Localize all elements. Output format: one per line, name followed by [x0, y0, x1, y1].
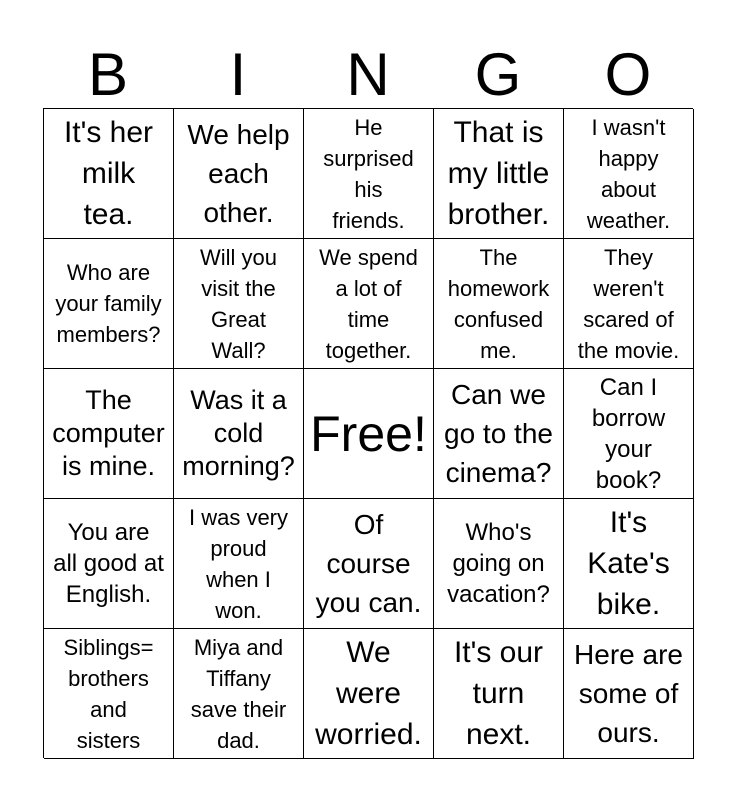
- bingo-cell-g3[interactable]: [434, 369, 564, 499]
- bingo-board: [43, 108, 693, 758]
- header-letter-g: G: [474, 41, 522, 108]
- bingo-cell-o2[interactable]: [564, 239, 694, 369]
- cell-text: Can I borrow your book?: [591, 373, 666, 494]
- bingo-cell-b2[interactable]: [44, 239, 174, 369]
- bingo-cell-o3[interactable]: [564, 369, 694, 499]
- cell-text: The homework confused me.: [447, 244, 550, 363]
- cell-text: Of course you can.: [315, 509, 422, 618]
- cell-text: It's her milk tea.: [63, 116, 154, 231]
- bingo-cell-n1[interactable]: [304, 109, 434, 239]
- cell-text: Here are some of ours.: [574, 639, 683, 748]
- bingo-cell-i5[interactable]: [174, 629, 304, 759]
- cell-text: We spend a lot of time together.: [319, 244, 418, 363]
- header-letter-o: O: [604, 41, 652, 108]
- cell-text: Can we go to the cinema?: [444, 379, 553, 488]
- bingo-cell-i2[interactable]: [174, 239, 304, 369]
- cell-text: The computer is mine.: [52, 385, 165, 481]
- cell-text: I was very proud when I won.: [188, 504, 289, 623]
- cell-text: Will you visit the Great Wall?: [199, 244, 277, 363]
- bingo-cell-i3[interactable]: [174, 369, 304, 499]
- bingo-cell-o1[interactable]: [564, 109, 694, 239]
- cell-text: You are all good at English.: [53, 519, 164, 608]
- cell-text: We help each other.: [187, 119, 290, 228]
- cell-text: It's Kate's bike.: [587, 506, 670, 621]
- bingo-cell-n2[interactable]: [304, 239, 434, 369]
- bingo-cell-i1[interactable]: [174, 109, 304, 239]
- bingo-cell-o4[interactable]: [564, 499, 694, 629]
- bingo-cell-n5[interactable]: [304, 629, 434, 759]
- bingo-cell-g5[interactable]: [434, 629, 564, 759]
- cell-text: They weren't scared of the movie.: [577, 244, 680, 363]
- free-space-text: Free!: [310, 405, 427, 462]
- bingo-cell-g4[interactable]: [434, 499, 564, 629]
- cell-text: Was it a cold morning?: [182, 385, 295, 481]
- cell-text: That is my little brother.: [447, 116, 550, 231]
- header-letter-b: B: [87, 41, 129, 108]
- cell-text: Miya and Tiffany save their dad.: [190, 634, 287, 753]
- bingo-cell-b3[interactable]: [44, 369, 174, 499]
- bingo-cell-o5[interactable]: [564, 629, 694, 759]
- bingo-cell-g2[interactable]: [434, 239, 564, 369]
- bingo-cell-b5[interactable]: [44, 629, 174, 759]
- cell-text: We were worried.: [315, 636, 422, 751]
- bingo-cell-free[interactable]: [304, 369, 434, 499]
- bingo-cell-b4[interactable]: [44, 499, 174, 629]
- cell-text: Who are your family members?: [55, 260, 162, 347]
- cell-text: It's our turn next.: [453, 636, 544, 751]
- bingo-cell-g1[interactable]: [434, 109, 564, 239]
- cell-text: Who's going on vacation?: [447, 519, 550, 608]
- cell-text: I wasn't happy about weather.: [586, 114, 671, 233]
- header-letter-n: N: [346, 41, 390, 108]
- header-letter-i: I: [229, 41, 247, 108]
- cell-text: He surprised his friends.: [323, 114, 414, 233]
- bingo-cell-i4[interactable]: [174, 499, 304, 629]
- bingo-header: [43, 42, 693, 108]
- bingo-cell-n4[interactable]: [304, 499, 434, 629]
- cell-text: Siblings= brothers and sisters: [63, 634, 154, 753]
- bingo-cell-b1[interactable]: [44, 109, 174, 239]
